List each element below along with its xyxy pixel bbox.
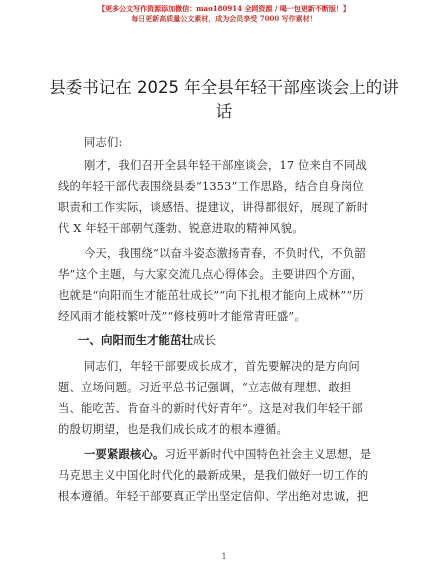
- text-line: 代 X 年轻干部朝气蓬勃、锐意进取的精神风貌。: [58, 222, 304, 235]
- paragraph-direction: [58, 356, 386, 440]
- text-line: 当、能吃苦、肯奋斗的新时代好青年”。这是对我们年轻干部: [58, 402, 363, 415]
- promo-banner: [0, 4, 448, 24]
- text-line: 今天，我围绕“以奋斗姿态激扬青春，不负时代，不负韶: [84, 247, 366, 260]
- text-line: 的殷切期望，也是我们成长成才的根本遵循。: [58, 423, 288, 436]
- title-line-1: 县委书记在 2025 年全县年轻干部座谈会上的讲: [49, 78, 399, 97]
- paragraph-theme: [58, 243, 386, 327]
- text-line: 职责和工作实际，谈感悟、提建议，讲得都很好，展现了新时: [58, 201, 369, 214]
- paragraph-core: [58, 444, 386, 507]
- text-line: 一要紧跟核心。习近平新时代中国特色社会主义思想，是: [84, 447, 372, 461]
- text-line: 刚才，我们召开全县年轻干部座谈会，17 位来自不同战: [84, 159, 367, 172]
- promo-line-2: 每日更新高质量公文素材，成为会员享受 7000 写作素材！: [131, 14, 317, 23]
- paragraph-opening: [58, 155, 386, 239]
- greeting: 同志们:: [84, 136, 123, 149]
- promo-line-1: 【更多公文写作资源添加微信：mao180914 全网资源 / 喝一包更新不断版！】: [98, 4, 350, 13]
- text-line: 华”这个主题，与大家交流几点心得体会。主要讲四个方面，: [58, 268, 363, 281]
- page-number: 1: [221, 552, 227, 561]
- title-line-2: 话: [215, 102, 233, 121]
- text-line: 线的年轻干部代表围绕县委“1353”工作思路，结合自身岗位: [58, 180, 364, 193]
- lead-phrase: 一要紧跟核心。: [84, 447, 165, 461]
- document-title: [48, 76, 400, 124]
- text-line: 马克思主义中国化时代化的最新成果，是我们做好一切工作的: [58, 469, 369, 482]
- text-line: 题、立场问题。习近平总书记强调，“立志做有理想、敢担: [58, 381, 352, 394]
- text-line: 经风雨才能枝繁叶茂”“修枝剪叶才能常青旺盛”。: [58, 310, 306, 323]
- text-line: 同志们，年轻干部要成长成才，首先要解决的是方向问: [84, 360, 360, 373]
- text-line: 根本遵循。年轻干部要真正学出坚定信仰、学出绝对忠诚，把: [58, 490, 369, 503]
- text-line: 也就是“向阳而生才能茁壮成长”“向下扎根才能向上成林”“历: [58, 289, 364, 302]
- section-heading: 一、向阳而生才能茁壮成长: [78, 333, 216, 347]
